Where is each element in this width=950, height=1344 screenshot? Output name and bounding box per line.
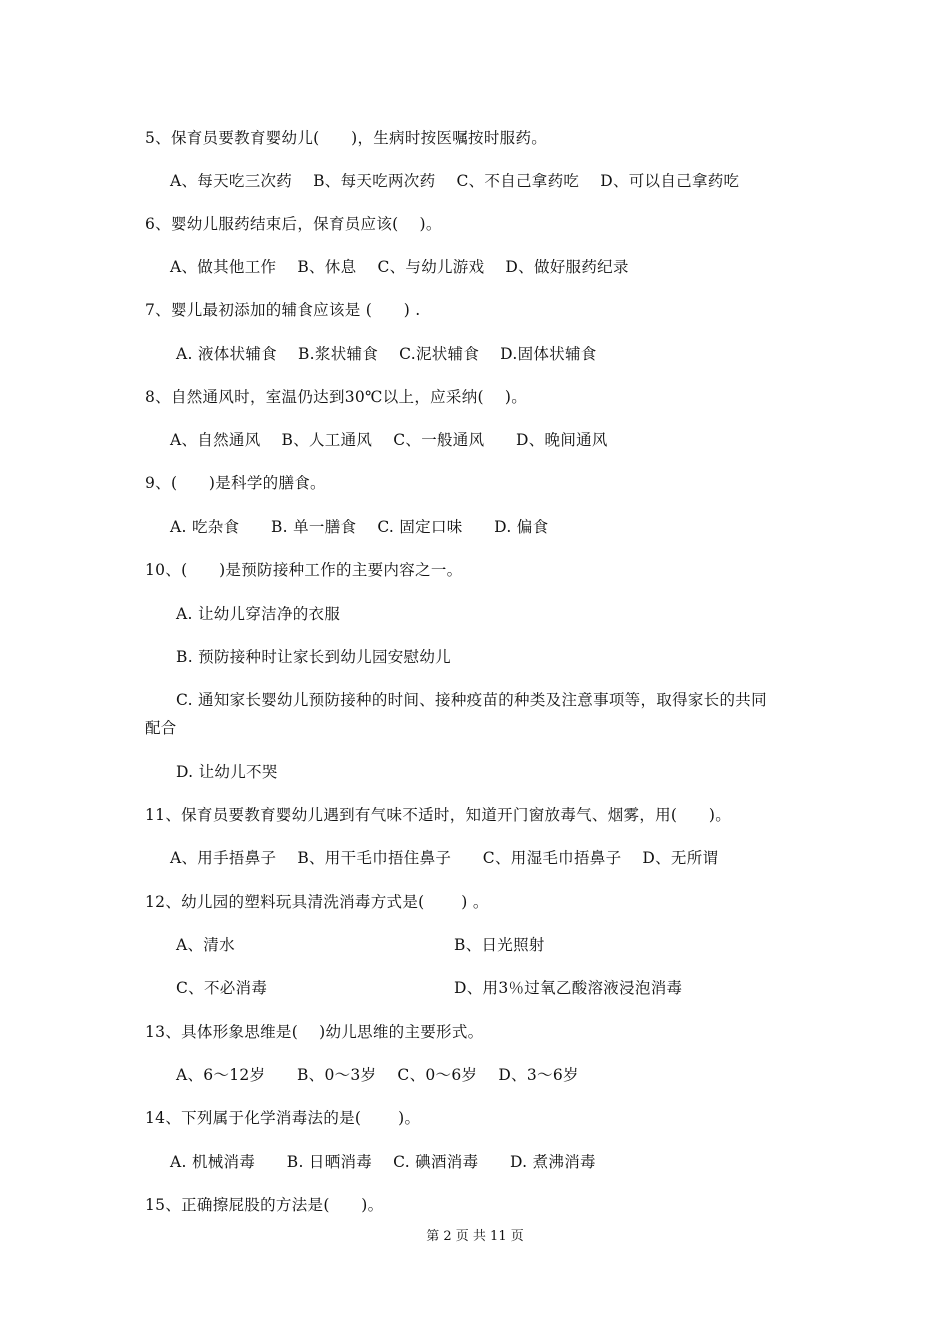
question-stem: 13、具体形象思维是( )幼儿思维的主要形式。	[145, 1023, 484, 1041]
question-options: A. 机械消毒 B. 日晒消毒 C. 碘酒消毒 D. 煮沸消毒	[170, 1153, 596, 1171]
option-c: C、不必消毒	[176, 979, 268, 997]
question-options: A、6～12岁 B、0～3岁 C、0～6岁 D、3～6岁	[176, 1066, 579, 1084]
option-c: C. 通知家长婴幼儿预防接种的时间、接种疫苗的种类及注意事项等，取得家长的共同	[176, 691, 767, 709]
question-stem: 7、婴儿最初添加的辅食应该是 ( ) .	[145, 301, 421, 319]
page-footer: 第 2 页 共 11 页	[426, 1229, 524, 1244]
question-stem: 11、保育员要教育婴幼儿遇到有气味不适时，知道开门窗放毒气、烟雾，用( )。	[145, 806, 732, 824]
question-options: A、用手捂鼻子 B、用干毛巾捂住鼻子 C、用湿毛巾捂鼻子 D、无所谓	[170, 849, 719, 867]
question-stem: 6、婴幼儿服药结束后，保育员应该( )。	[145, 215, 442, 233]
question-stem: 15、正确擦屁股的方法是( )。	[145, 1196, 384, 1214]
option-b: B、日光照射	[454, 936, 545, 954]
question-stem: 9、( )是科学的膳食。	[145, 474, 326, 492]
option-b: B. 预防接种时让家长到幼儿园安慰幼儿	[176, 648, 451, 666]
option-d: D. 让幼儿不哭	[176, 763, 278, 781]
question-options: A、自然通风 B、人工通风 C、一般通风 D、晚间通风	[170, 431, 608, 449]
question-stem: 12、幼儿园的塑料玩具清洗消毒方式是( ) 。	[145, 893, 489, 911]
question-stem: 14、下列属于化学消毒法的是( )。	[145, 1109, 421, 1127]
question-stem: 8、自然通风时，室温仍达到30℃以上，应采纳( )。	[145, 388, 528, 406]
option-a: A. 让幼儿穿洁净的衣服	[176, 605, 341, 623]
question-options: A、每天吃三次药 B、每天吃两次药 C、不自己拿药吃 D、可以自己拿药吃	[170, 172, 740, 190]
option-c-continuation: 配合	[145, 719, 177, 737]
question-options: A. 液体状辅食 B.浆状辅食 C.泥状辅食 D.固体状辅食	[176, 345, 597, 363]
question-options: A、做其他工作 B、休息 C、与幼儿游戏 D、做好服药纪录	[170, 258, 629, 276]
option-a: A、清水	[176, 936, 235, 954]
question-stem: 10、( )是预防接种工作的主要内容之一。	[145, 561, 463, 579]
option-d: D、用3％过氧乙酸溶液浸泡消毒	[454, 979, 683, 997]
question-options: A. 吃杂食 B. 单一膳食 C. 固定口味 D. 偏食	[170, 518, 549, 536]
question-stem: 5、保育员要教育婴幼儿( )，生病时按医嘱按时服药。	[145, 129, 548, 147]
